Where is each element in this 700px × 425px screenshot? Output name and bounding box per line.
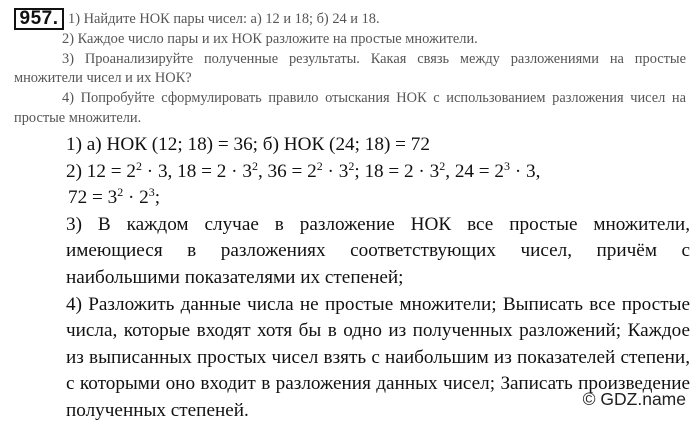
solution-line-1: 1) а) НОК (12; 18) = 36; б) НОК (24; 18) = 72 (66, 134, 430, 155)
eq-text: , 24 = 2 (445, 160, 505, 182)
exponent: 2 (117, 185, 124, 200)
watermark: © GDZ.name (582, 389, 686, 409)
eq-text: · 3, (510, 160, 541, 182)
solution-block (66, 132, 690, 425)
eq-text: · 2 (123, 187, 149, 209)
eq-text: , 36 = 2 (257, 160, 317, 182)
exponent: 2 (316, 158, 323, 173)
exponent: 2 (348, 158, 355, 173)
statement-item-2: 2) Каждое число пары и их НОК разложите на простые множители. (62, 30, 478, 47)
solution-line-3 (66, 185, 690, 212)
task-number-badge: 957. (14, 8, 64, 30)
eq-text: · 3 (322, 160, 349, 182)
statement-item-1: 1) Найдите НОК пары чисел: а) 12 и 18; б) 24 и 18. (68, 11, 380, 27)
eq-text: ; 18 = 2 · 3 (354, 160, 440, 182)
solution-item-4: 4) Разложить данные числа не простые множители; Выписать все простые числа, которые входят хотя бы в одно из полученных разложений; Каждое из выписанных простых чисел взять с наибольшим из показателей степени, с которыми оно входит в разложения данных чисел; Записать произведение полученных степеней. (66, 293, 690, 421)
exponent: 2 (251, 158, 258, 173)
exponent: 2 (439, 158, 446, 173)
solution-item-3: 3) В каждом случае в разложение НОК все простые множители, имеющиеся в разложениях соответствующих чисел, причём с наибольшими показателями их степеней; (66, 213, 690, 288)
eq-text: · 3, 18 = 2 · 3 (141, 160, 252, 182)
solution-line-2 (66, 159, 690, 186)
statement-item-3: 3) Проанализируйте полученные результаты. Какая связь между разложениями на простые множители чисел и их НОК? (14, 50, 686, 87)
statement-item-4: 4) Попробуйте сформулировать правило отыскания НОК с использованием разложения чисел на простые множители. (14, 90, 686, 126)
exponent: 3 (148, 185, 155, 200)
eq-text: ; (154, 187, 161, 209)
eq-text: 2) 12 = 2 (66, 160, 136, 182)
exponent: 3 (504, 158, 511, 173)
problem-statement (14, 10, 686, 129)
exponent: 2 (135, 158, 142, 173)
eq-text: 72 = 3 (68, 187, 118, 209)
